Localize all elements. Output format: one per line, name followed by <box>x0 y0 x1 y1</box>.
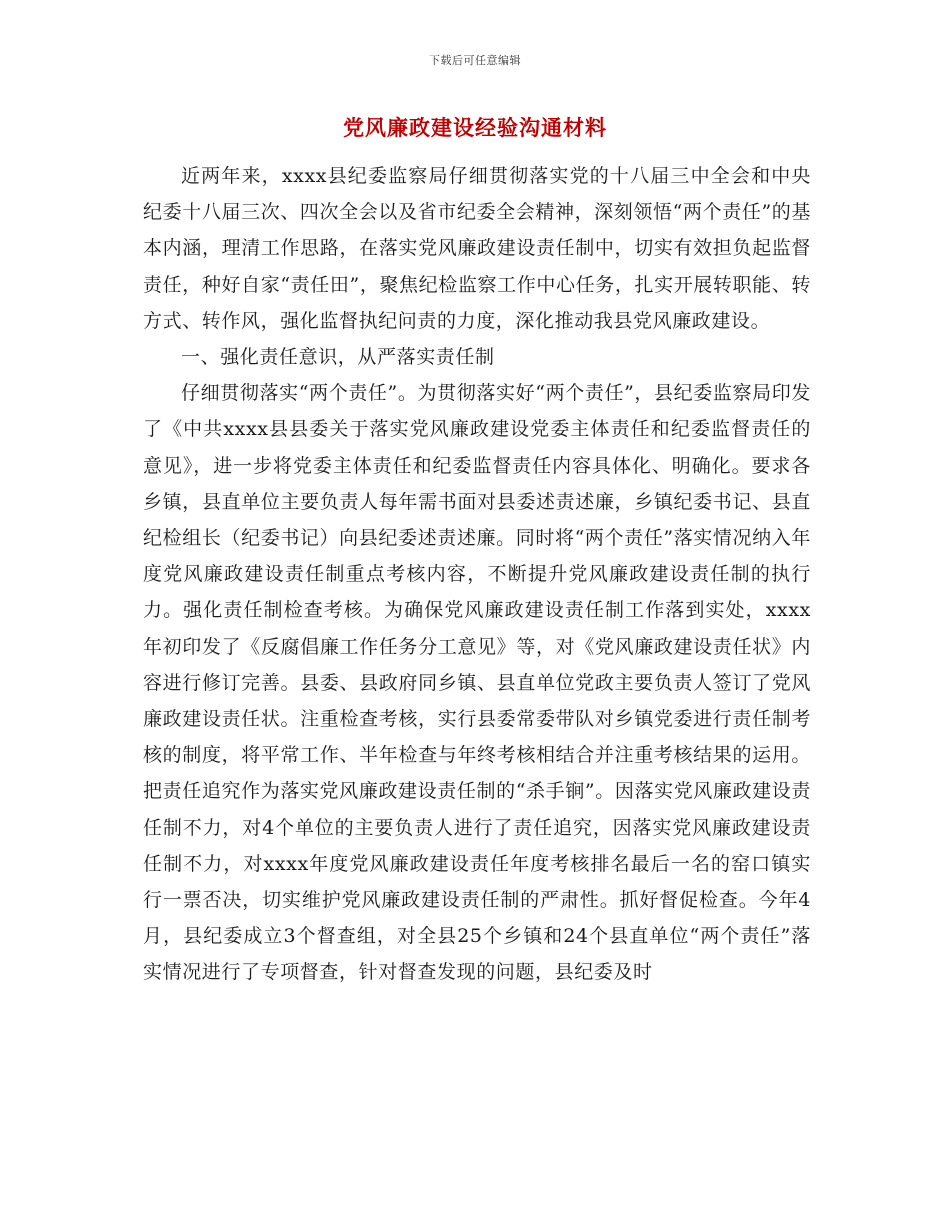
header-note: 下载后可任意编辑 <box>429 54 521 67</box>
section-heading-1: 一、强化责任意识，从严落实责任制 <box>181 346 495 369</box>
paragraph-section-1: 仔细贯彻落实“两个责任”。为贯彻落实好“两个责任”，县纪委监察局印发了《中共xxxx县县委关于落实党风廉政建设党委主体责任和纪委监督责任的意见》，进一步将党委主体责任和纪委监督责任内容具体化、明确化。要求各乡镇，县直单位主要负责人每年需书面对县委述责述廉，乡镇纪委书记、县直纪检组长（纪委书记）向县纪委述责述廉。同时将“两个责任”落实情况纳入年度党风廉政建设责任制重点考核内容，不断提升党风廉政建设责任制的执行力。强化责任制检查考核。为确保党风廉政建设责任制工作落到实处，xxxx年初印发了《反腐倡廉工作任务分工意见》等，对《党风廉政建设责任状》内容进行修订完善。县委、县政府同乡镇、县直单位党政主要负责人签订了党风廉政建设责任状。注重检查考核，实行县委常委带队对乡镇党委进行责任制考核的制度，将平常工作、半年检查与年终考核相结合并注重考核结果的运用。把责任追究作为落实党风廉政建设责任制的“杀手锏”。因落实党风廉政建设责任制不力，对4个单位的主要负责人进行了责任追究，因落实党风廉政建设责任制不力，对xxxx年度党风廉政建设责任年度考核排名最后一名的窑口镇实行一票否决，切实维护党风廉政建设责任制的严肃性。抓好督促检查。今年4月，县纪委成立3个督查组，对全县25个乡镇和24个县直单位“两个责任”落实情况进行了专项督查，针对督查发现的问题，县纪委及时 <box>143 382 811 984</box>
paragraph-intro: 近两年来，xxxx县纪委监察局仔细贯彻落实党的十八届三中全会和中央纪委十八届三次、四次全会以及省市纪委全会精神，深刻领悟“两个责任”的基本内涵，理清工作思路，在落实党风廉政建设责任制中，切实有效担负起监督责任，种好自家“责任田”，聚焦纪检监察工作中心任务，扎实开展转职能、转方式、转作风，强化监督执纪问责的力度，深化推动我县党风廉政建设。 <box>143 165 811 332</box>
document-body <box>143 158 811 991</box>
document-title: 党风廉政建设经验沟通材料 <box>343 115 607 140</box>
